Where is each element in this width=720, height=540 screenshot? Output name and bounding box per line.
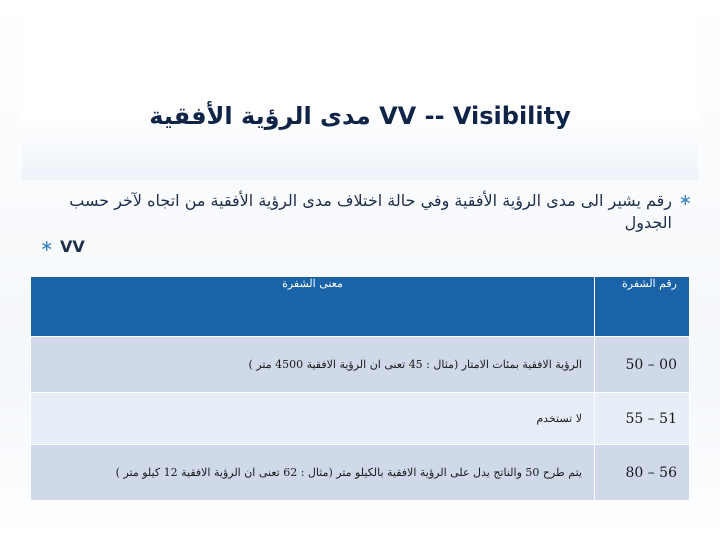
meaning-cell: الرؤية الافقية بمئات الامتار (مثال : 45 تعنى ان الرؤية الافقية 4500 متر ) [31, 337, 595, 393]
bullet-star-icon: ∗ [40, 236, 54, 255]
bullet-item [40, 236, 692, 258]
header-meaning: معنى الشفرة [31, 277, 595, 337]
table-row [31, 393, 690, 445]
meaning-cell: لا تستخدم [31, 393, 595, 445]
bullet-text: VV [60, 237, 85, 256]
table-row [31, 445, 690, 501]
bullet-item [40, 190, 692, 234]
table-header-row [31, 277, 690, 337]
bullet-list [40, 190, 692, 258]
table-row [31, 337, 690, 393]
meaning-cell: يتم طرح 50 والناتج يدل على الرؤية الافقية بالكيلو متر (مثال : 62 تعنى ان الرؤية الافقية 12 كيلو متر ) [31, 445, 595, 501]
code-cell: 80 – 56 [595, 445, 690, 501]
title-region [22, 20, 698, 180]
bullet-text: رقم يشير الى مدى الرؤية الأفقية وفي حالة اختلاف مدى الرؤية الأفقية من اتجاه لآخر حسب الجدول [69, 191, 672, 232]
bullet-star-icon: ∗ [678, 190, 692, 209]
slide-title: مدى الرؤية الأفقية VV -- Visibility [149, 102, 571, 130]
code-cell: 55 – 51 [595, 393, 690, 445]
visibility-code-table [30, 276, 690, 501]
code-cell: 50 – 00 [595, 337, 690, 393]
header-code: رقم الشفرة [595, 277, 690, 337]
